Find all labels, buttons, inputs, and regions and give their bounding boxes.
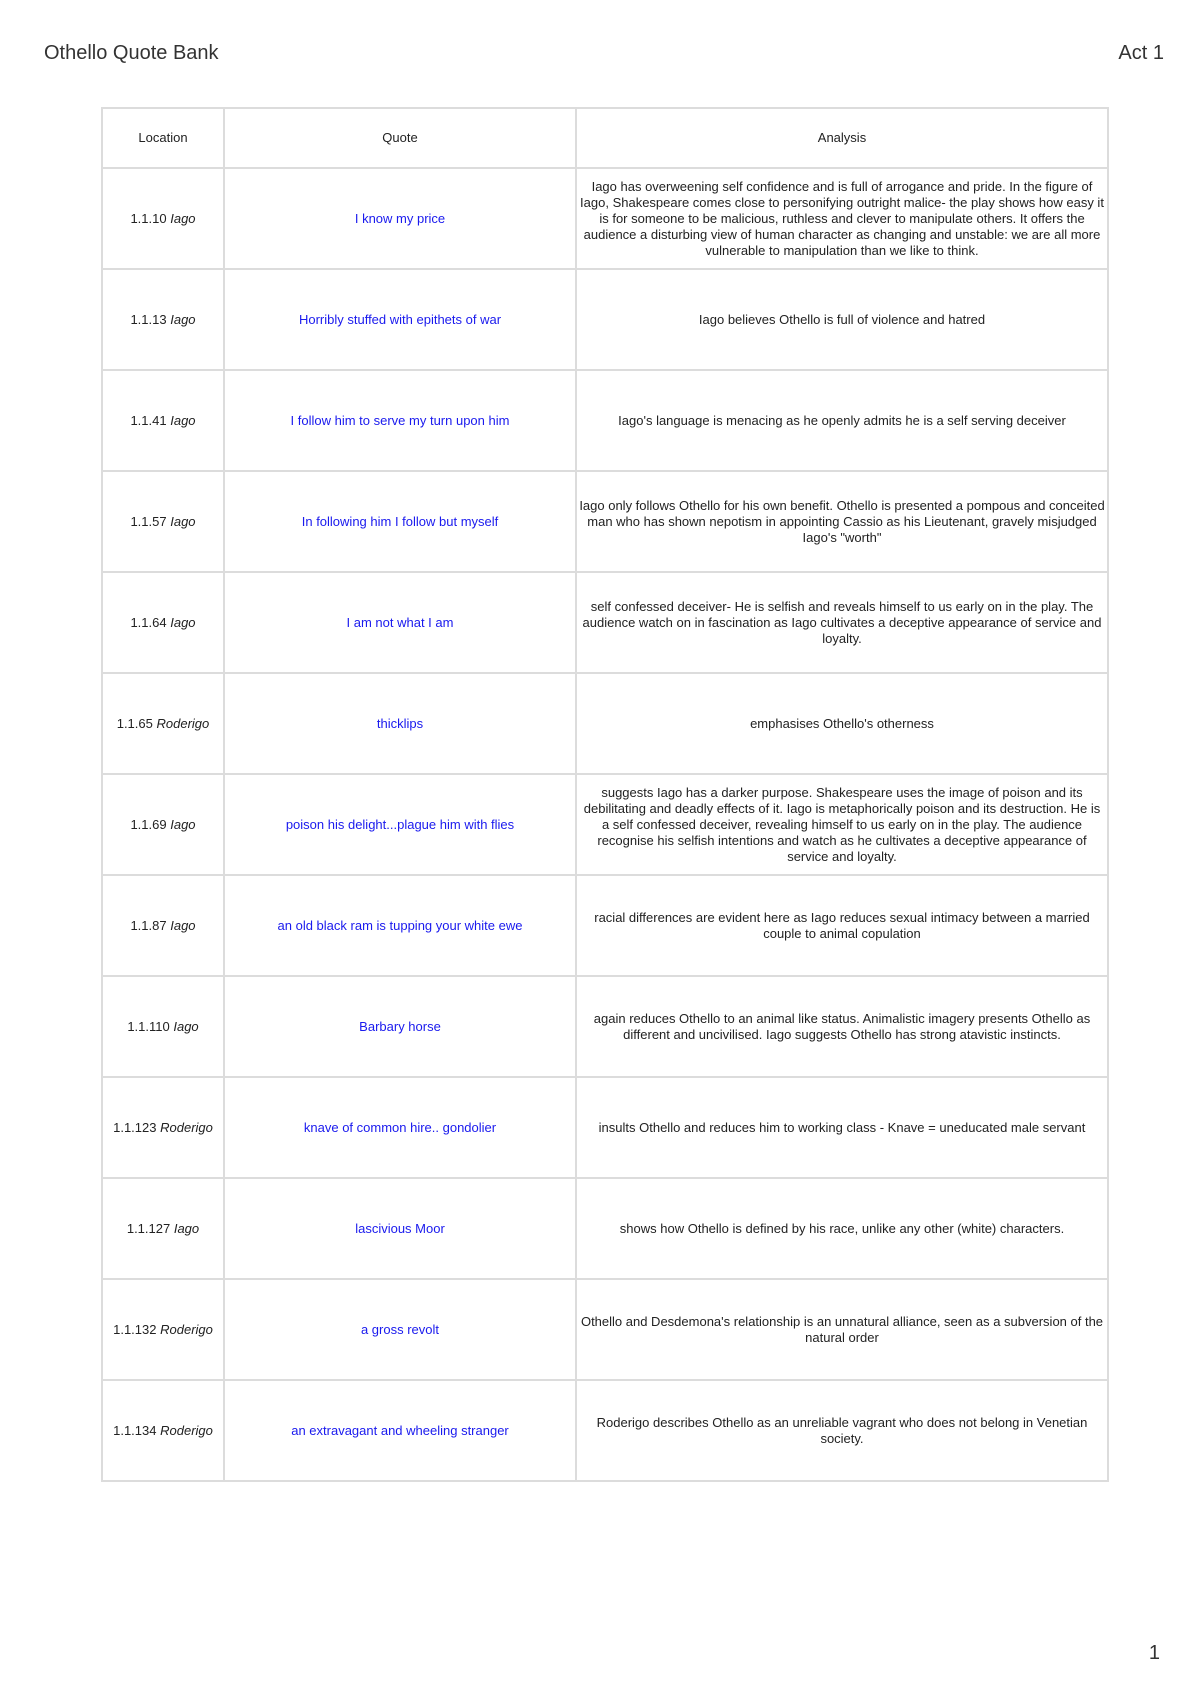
analysis-cell: emphasises Othello's otherness xyxy=(576,673,1108,774)
analysis-cell: Othello and Desdemona's relationship is an unnatural alliance, seen as a subversion of the natural order xyxy=(576,1279,1108,1380)
table-row xyxy=(102,976,1108,1077)
location-cell xyxy=(102,168,224,269)
line-reference: 1.1.127 xyxy=(126,1220,171,1236)
quote-table xyxy=(101,107,1109,1482)
location-cell xyxy=(102,1380,224,1481)
analysis-cell: shows how Othello is defined by his race, unlike any other (white) characters. xyxy=(576,1178,1108,1279)
table-row xyxy=(102,572,1108,673)
quote-cell: I follow him to serve my turn upon him xyxy=(224,370,576,471)
location-cell xyxy=(102,1077,224,1178)
location-cell xyxy=(102,1178,224,1279)
analysis-cell: racial differences are evident here as Iago reduces sexual intimacy between a married couple to animal copulation xyxy=(576,875,1108,976)
speaker-name: Iago xyxy=(170,614,196,630)
speaker-name: Iago xyxy=(170,816,196,832)
location-cell xyxy=(102,370,224,471)
location-cell xyxy=(102,673,224,774)
table-row xyxy=(102,774,1108,875)
location-cell xyxy=(102,976,224,1077)
act-label: Act 1 xyxy=(1118,42,1164,64)
line-reference: 1.1.57 xyxy=(130,513,167,529)
analysis-cell: suggests Iago has a darker purpose. Shakespeare uses the image of poison and its debilitating and deadly effects of it. Iago is metaphorically poison and its destruction. He is a self confessed deceiver, revealing himself to us early on in the play. The audience recognise his selfish intentions and watch as he cultivates a deceptive appearance of service and loyalty. xyxy=(576,774,1108,875)
table-row xyxy=(102,269,1108,370)
analysis-cell: Iago only follows Othello for his own benefit. Othello is presented a pompous and conceited man who has shown nepotism in appointing Cassio as his Lieutenant, gravely misjudged Iago's "worth" xyxy=(576,471,1108,572)
quote-cell: In following him I follow but myself xyxy=(224,471,576,572)
page-number: 1 xyxy=(1148,1642,1160,1664)
line-reference: 1.1.69 xyxy=(130,816,167,832)
speaker-name: Iago xyxy=(170,412,196,428)
line-reference: 1.1.123 xyxy=(113,1119,157,1135)
line-reference: 1.1.87 xyxy=(130,917,167,933)
location-cell xyxy=(102,774,224,875)
location-cell xyxy=(102,572,224,673)
line-reference: 1.1.13 xyxy=(130,311,167,327)
quote-cell: an old black ram is tupping your white ewe xyxy=(224,875,576,976)
table-row xyxy=(102,471,1108,572)
analysis-cell: insults Othello and reduces him to working class - Knave = uneducated male servant xyxy=(576,1077,1108,1178)
table-header-row xyxy=(102,108,1108,168)
line-reference: 1.1.64 xyxy=(130,614,167,630)
quote-cell: I am not what I am xyxy=(224,572,576,673)
speaker-name: Iago xyxy=(170,513,196,529)
analysis-cell: Iago believes Othello is full of violence and hatred xyxy=(576,269,1108,370)
quote-cell: poison his delight...plague him with flies xyxy=(224,774,576,875)
line-reference: 1.1.65 xyxy=(116,715,153,731)
location-cell xyxy=(102,269,224,370)
speaker-name: Roderigo xyxy=(156,715,210,731)
quote-cell: Barbary horse xyxy=(224,976,576,1077)
line-reference: 1.1.134 xyxy=(113,1422,157,1438)
line-reference: 1.1.132 xyxy=(113,1321,157,1337)
line-reference: 1.1.110 xyxy=(127,1018,170,1034)
line-reference: 1.1.41 xyxy=(130,412,167,428)
speaker-name: Iago xyxy=(173,1018,199,1034)
speaker-name: Iago xyxy=(170,210,196,226)
speaker-name: Iago xyxy=(170,311,196,327)
document-title: Othello Quote Bank xyxy=(44,42,219,64)
column-header-location: Location xyxy=(102,108,224,168)
column-header-analysis: Analysis xyxy=(576,108,1108,168)
table-row xyxy=(102,168,1108,269)
table-row xyxy=(102,673,1108,774)
speaker-name: Roderigo xyxy=(160,1321,213,1337)
location-cell xyxy=(102,875,224,976)
analysis-cell: Iago's language is menacing as he openly admits he is a self serving deceiver xyxy=(576,370,1108,471)
speaker-name: Roderigo xyxy=(160,1119,213,1135)
column-header-quote: Quote xyxy=(224,108,576,168)
location-cell xyxy=(102,1279,224,1380)
analysis-cell: again reduces Othello to an animal like status. Animalistic imagery presents Othello as different and uncivilised. Iago suggests Othello has strong atavistic instincts. xyxy=(576,976,1108,1077)
analysis-cell: Iago has overweening self confidence and is full of arrogance and pride. In the figure of Iago, Shakespeare comes close to personifying outright malice- the play shows how easy it is for someone to be malicious, ruthless and clever to manipulate others. It offers the audience a disturbing view of human character as changing and unstable: we are all more vulnerable to manipulation than we like to think. xyxy=(576,168,1108,269)
speaker-name: Iago xyxy=(170,917,196,933)
table-row xyxy=(102,370,1108,471)
table-row xyxy=(102,1380,1108,1481)
quote-cell: an extravagant and wheeling stranger xyxy=(224,1380,576,1481)
table-row xyxy=(102,1178,1108,1279)
quote-cell: Horribly stuffed with epithets of war xyxy=(224,269,576,370)
quote-cell: thicklips xyxy=(224,673,576,774)
quote-cell: knave of common hire.. gondolier xyxy=(224,1077,576,1178)
location-cell xyxy=(102,471,224,572)
speaker-name: Iago xyxy=(173,1220,200,1236)
analysis-cell: Roderigo describes Othello as an unreliable vagrant who does not belong in Venetian society. xyxy=(576,1380,1108,1481)
speaker-name: Roderigo xyxy=(160,1422,213,1438)
quote-cell: lascivious Moor xyxy=(224,1178,576,1279)
line-reference: 1.1.10 xyxy=(130,210,167,226)
table-row xyxy=(102,1279,1108,1380)
quote-cell: a gross revolt xyxy=(224,1279,576,1380)
table-row xyxy=(102,875,1108,976)
table-row xyxy=(102,1077,1108,1178)
analysis-cell: self confessed deceiver- He is selfish and reveals himself to us early on in the play. The audience watch on in fascination as Iago cultivates a deceptive appearance of service and loyalty. xyxy=(576,572,1108,673)
quote-cell: I know my price xyxy=(224,168,576,269)
